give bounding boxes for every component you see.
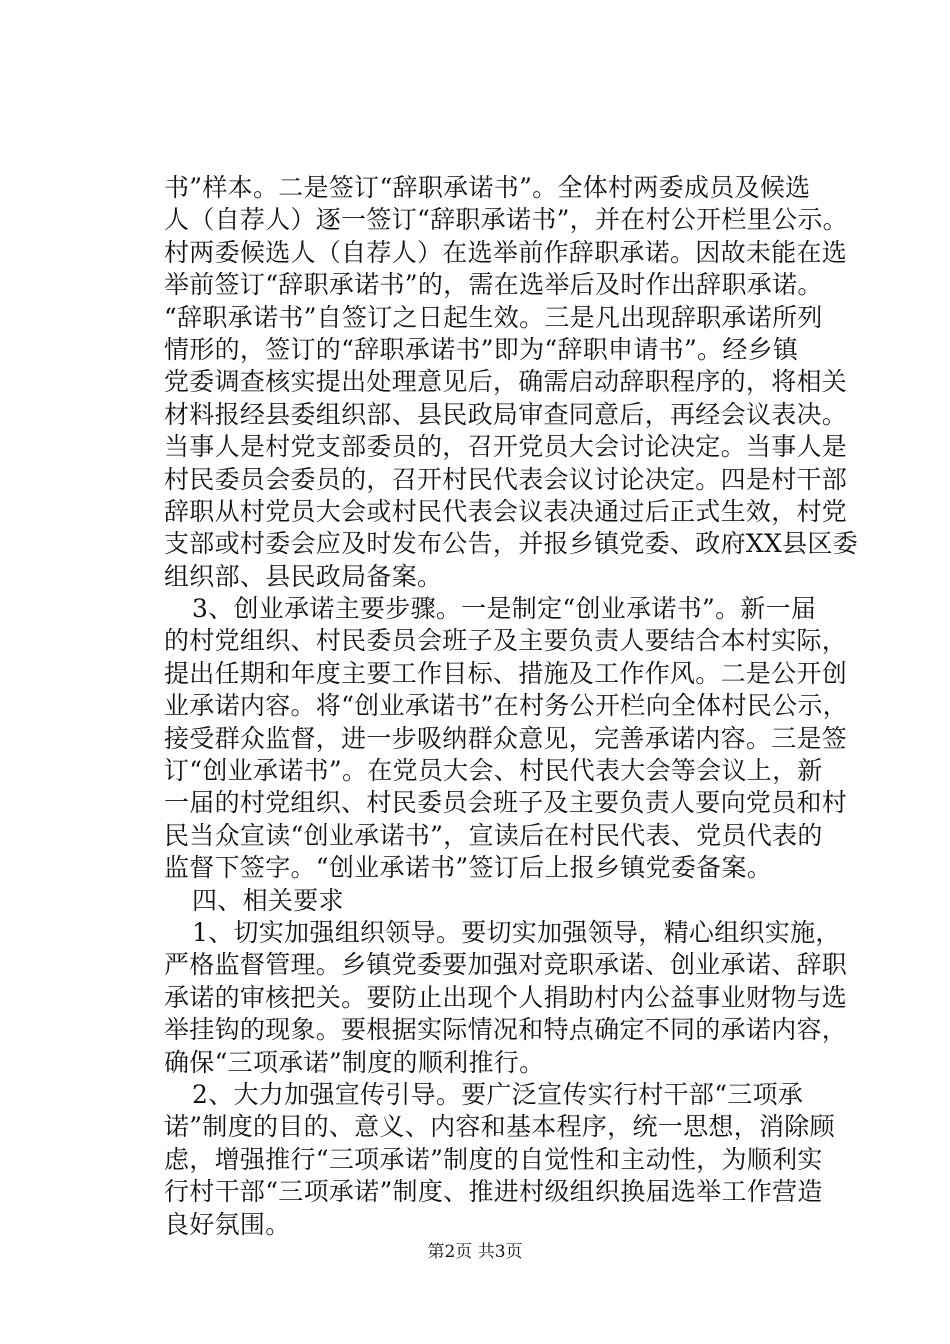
text-line: 的村党组织、村民委员会班子及主要负责人要结合本村实际， [164,626,848,656]
text-line: 党委调查核实提出处理意见后，确需启动辞职程序的，将相关 [164,367,848,397]
text-line: 提出任期和年度主要工作目标、措施及工作作风。二是公开创 [164,658,848,688]
text-line: 村民委员会委员的，召开村民代表会议讨论决定。四是村干部 [164,464,848,494]
text-line: 书”样本。二是签订“辞职承诺书”。全体村两委成员及候选 [164,173,811,202]
text-line: 当事人是村党支部委员的，召开党员大会讨论决定。当事人是 [164,432,848,462]
text-line: 举前签订“辞职承诺书”的，需在选举后及时作出辞职承诺。 [164,270,823,300]
paragraph-start-line: 2、大力加强宣传引导。要广泛宣传实行村干部“三项承 [192,1079,804,1109]
text-line: 良好氛围。 [164,1209,291,1239]
text-line: 订“创业承诺书”。在党员大会、村民代表大会等会议上，新 [164,756,823,786]
text-line: 人（自荐人）逐一签订“辞职承诺书”，并在村公开栏里公示。 [164,205,848,235]
text-line: 行村干部“三项承诺”制度、推进村级组织换届选举工作营造 [164,1177,823,1207]
paragraph-start-line: 1、切实加强组织领导。要切实加强领导，精心组织实施， [192,917,841,947]
text-line: 一届的村党组织、村民委员会班子及主要负责人要向党员和村 [164,788,848,818]
page-number-footer: 第2页 共3页 [427,1242,523,1262]
text-line: 监督下签字。“创业承诺书”签订后上报乡镇党委备案。 [164,853,773,883]
section-heading: 四、相关要求 [192,885,344,915]
text-line: 承诺的审核把关。要防止出现个人捐助村内公益事业财物与选 [164,982,848,1012]
text-line: 举挂钩的现象。要根据实际情况和特点确定不同的承诺内容， [164,1015,848,1045]
text-line: “辞职承诺书”自签订之日起生效。三是凡出现辞职承诺所列 [164,302,823,332]
paragraph-start-line: 3、创业承诺主要步骤。一是制定“创业承诺书”。新一届 [192,594,817,624]
text-line: 严格监督管理。乡镇党委要加强对竞职承诺、创业承诺、辞职 [164,950,848,980]
text-line: 接受群众监督，进一步吸纳群众意见，完善承诺内容。三是签 [164,723,848,753]
text-line: 情形的，签订的“辞职承诺书”即为“辞职申请书”。经乡镇 [164,334,799,364]
text-line: 业承诺内容。将“创业承诺书”在村务公开栏向全体村民公示， [164,691,848,721]
text-line: 组织部、县民政局备案。 [164,561,443,591]
text-line: 虑，增强推行“三项承诺”制度的自觉性和主动性，为顺利实 [164,1144,823,1174]
text-line: 材料报经县委组织部、县民政局审查同意后，再经会议表决。 [164,399,848,429]
document-body [164,172,858,1241]
text-line: 村两委候选人（自荐人）在选举前作辞职承诺。因故未能在选 [164,237,848,267]
text-line: 支部或村委会应及时发布公告，并报乡镇党委、政府XX县区委 [164,529,858,559]
text-line: 民当众宣读“创业承诺书”，宣读后在村民代表、党员代表的 [164,820,823,850]
text-line: 确保“三项承诺”制度的顺利推行。 [164,1047,545,1077]
text-line: 诺”制度的目的、意义、内容和基本程序，统一思想，消除顾 [164,1112,835,1142]
text-line: 辞职从村党员大会或村民代表会议表决通过后正式生效，村党 [164,496,848,526]
